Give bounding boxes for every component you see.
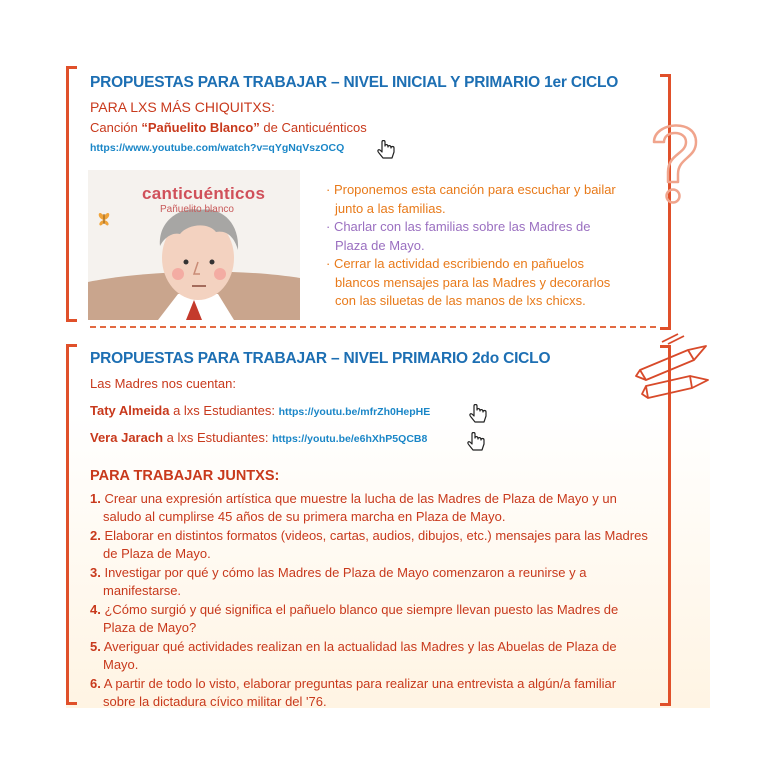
bullet-item: · Proponemos esta canción para escuchar y bailar junto a las familias. (326, 182, 616, 216)
bullet-item: · Charlar con las familias sobre las Madres de Plaza de Mayo. (326, 219, 591, 253)
video-person-name: Taty Almeida (90, 403, 170, 418)
bullet-item: · Cerrar la actividad escribiendo en pañuelos blancos mensajes para las Madres y decorarlos con las siluetas de las manos de lxs chicxs. (326, 256, 611, 308)
section2-left-bracket (66, 344, 77, 705)
section2-title: PROPUESTAS PARA TRABAJAR – NIVEL PRIMARIO 2do CICLO (90, 350, 551, 367)
question-mark-icon (640, 112, 710, 210)
video-line-vera (90, 430, 427, 445)
video-line-taty (90, 403, 430, 418)
section1-left-bracket (66, 66, 77, 322)
section1-subtitle: PARA LXS MÁS CHIQUITXS: (90, 99, 275, 115)
video-link-vera[interactable]: https://youtu.be/e6hXhP5QCB8 (272, 433, 428, 445)
section1-title: PROPUESTAS PARA TRABAJAR – NIVEL INICIAL Y PRIMARIO 1er CICLO (90, 74, 619, 91)
pencils-icon (632, 330, 716, 410)
section-divider (90, 326, 656, 328)
song-line (90, 120, 367, 135)
hand-pointer-icon (466, 432, 488, 452)
together-title: PARA TRABAJAR JUNTXS: (90, 468, 280, 484)
video-line-text: a lxs Estudiantes: (169, 403, 279, 418)
task-list (90, 490, 650, 712)
task-item: 1. Crear una expresión artística que muestre la lucha de las Madres de Plaza de Mayo y un saludo al cumplirse 45 años de su primera marcha en Plaza de Mayo. (90, 491, 617, 524)
song-illustration (88, 170, 300, 320)
video-link-taty[interactable]: https://youtu.be/mfrZh0HepHE (278, 406, 431, 418)
task-item: 5. Averiguar qué actividades realizan en la actualidad las Madres y las Abuelas de Plaza de Mayo. (90, 639, 617, 672)
illustration-caption: Pañuelito blanco (160, 204, 234, 215)
song-suffix: de Canticuénticos (259, 120, 367, 135)
song-link[interactable]: https://www.youtube.com/watch?v=qYgNqVszOCQ (90, 142, 345, 154)
video-person-name: Vera Jarach (90, 430, 164, 445)
task-item: 6. A partir de todo lo visto, elaborar preguntas para realizar una entrevista a algún/a familiar sobre la dictadura cívico militar del '76. (90, 676, 617, 709)
task-item: 4. ¿Cómo surgió y qué significa el pañuelo blanco que siempre llevan puesto las Madres de Plaza de Mayo? (90, 602, 619, 635)
task-item: 3. Investigar por qué y cómo las Madres de Plaza de Mayo comenzaron a reunirse y a manifestarse. (90, 565, 587, 598)
section2-intro: Las Madres nos cuentan: (90, 376, 236, 391)
illustration-brand: canticuénticos (142, 184, 266, 203)
task-item: 2. Elaborar en distintos formatos (videos, cartas, audios, dibujos, etc.) mensajes para las Madres de Plaza de Mayo. (90, 528, 648, 561)
hand-pointer-icon (376, 140, 398, 160)
video-line-text: a lxs Estudiantes: (163, 430, 273, 445)
song-name: “Pañuelito Blanco” (141, 120, 260, 135)
hand-pointer-icon (468, 404, 490, 424)
section1-bullets (326, 181, 626, 311)
song-prefix: Canción (90, 120, 142, 135)
